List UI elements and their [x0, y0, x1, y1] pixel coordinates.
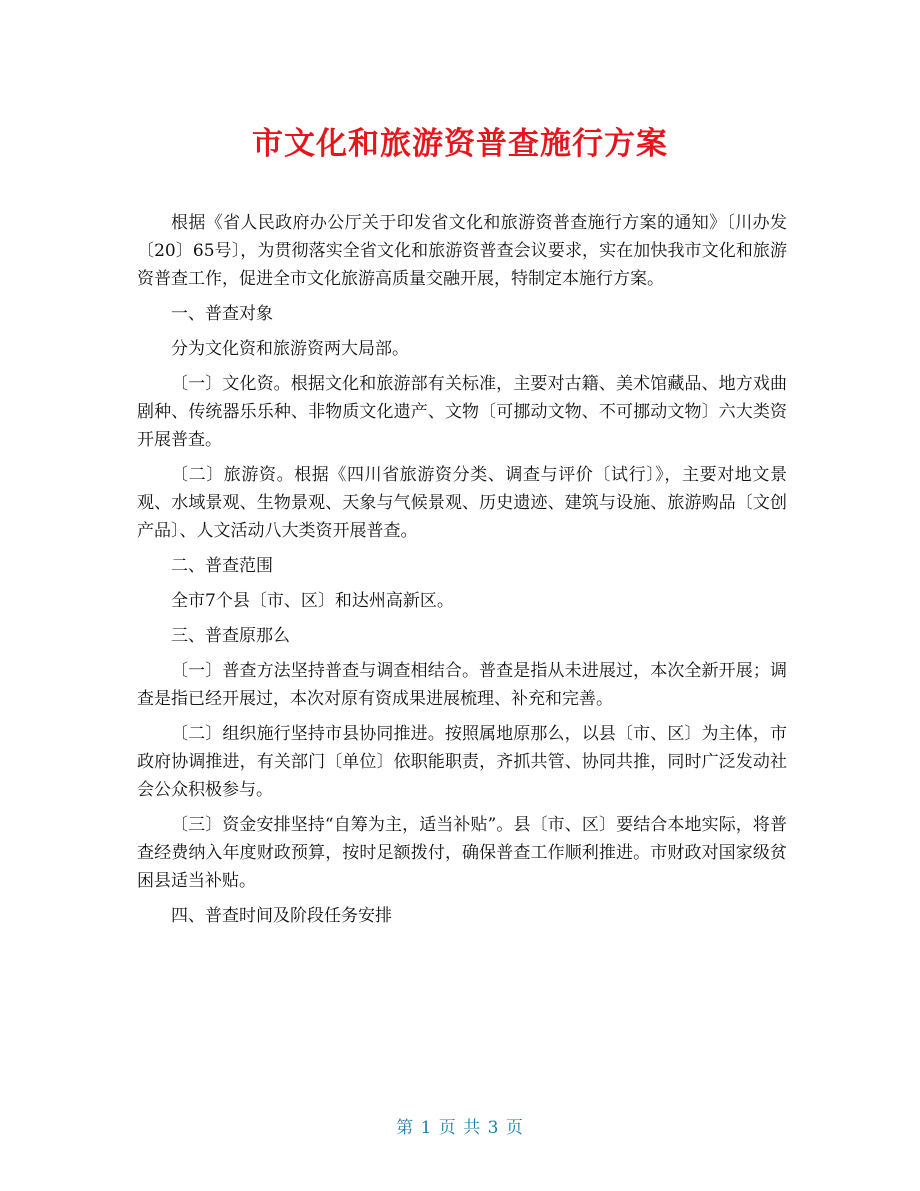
section-heading-survey-objects: 一、普查对象 [171, 304, 273, 324]
section-heading-survey-scope: 二、普查范围 [171, 556, 273, 576]
paragraph-tourism-resources: 〔二〕旅游资。根据《四川省旅游资分类、调查与评价〔试行〕》，主要对地文景观、水域景观、生物景观、天象与气候景观、历史遗迹、建筑与设施、旅游购品〔文创产品〕、人文活动八大类资开展普查。 [137, 465, 787, 541]
section-heading-survey-principles: 三、普查原那么 [171, 626, 290, 646]
document-title: 市文化和旅游资普查施行方案 [252, 126, 668, 162]
paragraph-principle-organization: 〔二〕组织施行坚持市县协同推进。按照属地原那么，以县〔市、区〕为主体，市政府协调推进，有关部门〔单位〕依职能职责，齐抓共管、协同共推，同时广泛发动社会公众积极参与。 [137, 724, 787, 800]
paragraph-principle-method: 〔一〕普查方法坚持普查与调查相结合。普查是指从未进展过，本次全新开展；调查是指已经开展过，本次对原有资成果进展梳理、补充和完善。 [137, 661, 787, 709]
page-number: 第 1 页 共 3 页 [396, 1118, 524, 1138]
paragraph-principle-funding: 〔三〕资金安排坚持“自筹为主，适当补贴”。县〔市、区〕要结合本地实际，将普查经费纳入年度财政预算，按时足额拨付，确保普查工作顺利推进。市财政对国家级贫困县适当补贴。 [137, 815, 787, 891]
document-body [137, 209, 787, 930]
section-heading-schedule: 四、普查时间及阶段任务安排 [171, 906, 392, 926]
paragraph-culture-resources: 〔一〕文化资。根据文化和旅游部有关标准，主要对古籍、美术馆藏品、地方戏曲剧种、传统器乐乐种、非物质文化遗产、文物〔可挪动文物、不可挪动文物〕六大类资开展普查。 [137, 374, 787, 450]
paragraph: 全市7个县〔市、区〕和达州高新区。 [171, 591, 454, 611]
paragraph-intro: 根据《省人民政府办公厅关于印发省文化和旅游资普查施行方案的通知》〔川办发〔20〕65号〕，为贯彻落实全省文化和旅游资普查会议要求，实在加快我市文化和旅游资普查工作，促进全市文化旅游高质量交融开展，特制定本施行方案。 [137, 213, 787, 289]
paragraph: 分为文化资和旅游资两大局部。 [171, 339, 409, 359]
